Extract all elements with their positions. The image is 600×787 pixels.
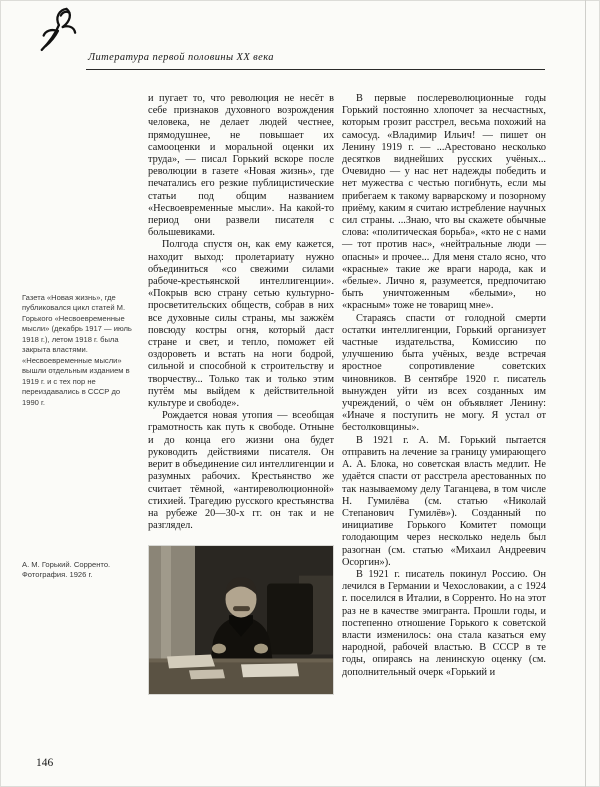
paragraph: В 1921 г. писатель покинул Россию. Он лечился в Германии и Чехословакии, а с 1924 г. поселился в Италии, в Сорренто. Но на этот раз не в качестве эмигранта. Прошли годы, и постепенно отношение Горького к советской власти изменилось: она стала казаться ему народной, рабочей властью. В СССР в те годы, опираясь на ленинскую оценку (см. дополнительный очерк «Горький и	[342, 568, 546, 678]
scan-edge-line	[585, 0, 586, 787]
paragraph: В первые послереволюционные годы Горький постоянно хлопочет за несчастных, которым грозит расстрел, весьма похожий на самосуд. «Владимир Ильич! — пишет он Ленину 1919 г. — ...Арестовано несколько десятков виднейших русских учёных... Очевидно — у нас нет надежды победить и нет мужества с честью погибнуть, если мы прибегаем к такому варварскому и позорному приёму, каким я считаю истребление научных сил страны. ...Знаю, что вы скажете обычные слова: «политическая борьба», «кто не с нами — тот против нас», «нейтральные люди — опасны» и прочее... Для меня стало ясно, что «красные» такие же враги народа, как и «белые». Лично я, разумеется, предпочитаю быть уничтоженным «белыми», но «красным» тоже не товарищ мне».	[342, 93, 546, 312]
margin-note-newspaper: Газета «Новая жизнь», где публиковался цикл статей М. Горького «Несвоевременные мысли» (декабрь 1917 — июль 1918 г.), летом 1918 г. была закрыта властями. «Несвоевременные мысли» вышли отдельным изданием в 1919 г. и с тех пор не переиздавались в СССР до 1990 г.	[22, 293, 132, 407]
paragraph: Стараясь спасти от голодной смерти остатки интеллигенции, Горький организует частные издательства, Комиссию по улучшению быта учёных, везде встречая яростное сопротивление советских чиновников. В сентябре 1920 г. писатель вынужден уйти из всех созданных им учреждений, о чём он объявляет Ленину: «Иначе я поступить не могу. Я устал от бестолковщины».	[342, 312, 546, 434]
text-column-left	[148, 93, 334, 761]
header-rule	[86, 69, 545, 70]
paragraph: В 1921 г. А. М. Горький пытается отправить на лечение за границу умирающего А. А. Блока, но советская власть медлит. Не удаётся спасти от расстрела арестованных по так называемому делу Таганцева, в том числе Н. Гумилёва (см. статью «Николай Степанович Гумилёв»). Созданный по инициативе Горького Комитет помощи голодающим через несколько недель был разогнан (см. статью «Михаил Андреевич Осоргин»).	[342, 434, 546, 568]
paragraph: Рождается новая утопия — всеобщая грамотность как путь к свободе. Отныне и до конца его жизни она будет руководить действиями писателя. Он верит в объединение сил интеллигенции и разумных рабочих. Крестьянство же считает тёмной, «антиреволюционной» стихией. Трагедию русского крестьянства на рубеже 20—30-х гг. он так и не разглядел.	[148, 410, 334, 532]
running-head: Литература первой половины XX века	[88, 52, 274, 63]
paragraph: Полгода спустя он, как ему кажется, находит выход: пролетариату нужно объединиться «со свежими силами рабоче-крестьянской интеллигенции». «Покрыв всю страну сетью культурно-просветительских обществ, собрав в них все духовные силы страны, мы зажжём повсюду костры огня, который даст стране и свет, и тепло, поможет ей оздороветь и встать на ноги бодрой, сильной и способной к строительству и творчеству... Только так и только этим путём мы выйдем к действительной культуре и свободе».	[148, 239, 334, 410]
page-content	[22, 93, 546, 761]
paragraph: и пугает то, что революция не несёт в себе признаков духовного возрождения человека, не делает людей честнее, прямодушнее, не повышает их самооценки и моральной оценки их труда», — писал Горький вскоре после революции в газете «Новая жизнь», где печатались его резкие публицистические статьи под общим названием «Несвоевременные мысли». На какой-то период они развели писателя с большевиками.	[148, 93, 334, 239]
photo-caption: А. М. Горький. Сорренто. Фотография. 1926 г.	[22, 560, 111, 580]
page-number: 146	[36, 757, 54, 769]
text-column-right	[342, 93, 546, 761]
gorky-photo	[148, 545, 334, 695]
margin-column	[22, 93, 136, 761]
quill-flower-ornament-icon	[36, 6, 78, 52]
